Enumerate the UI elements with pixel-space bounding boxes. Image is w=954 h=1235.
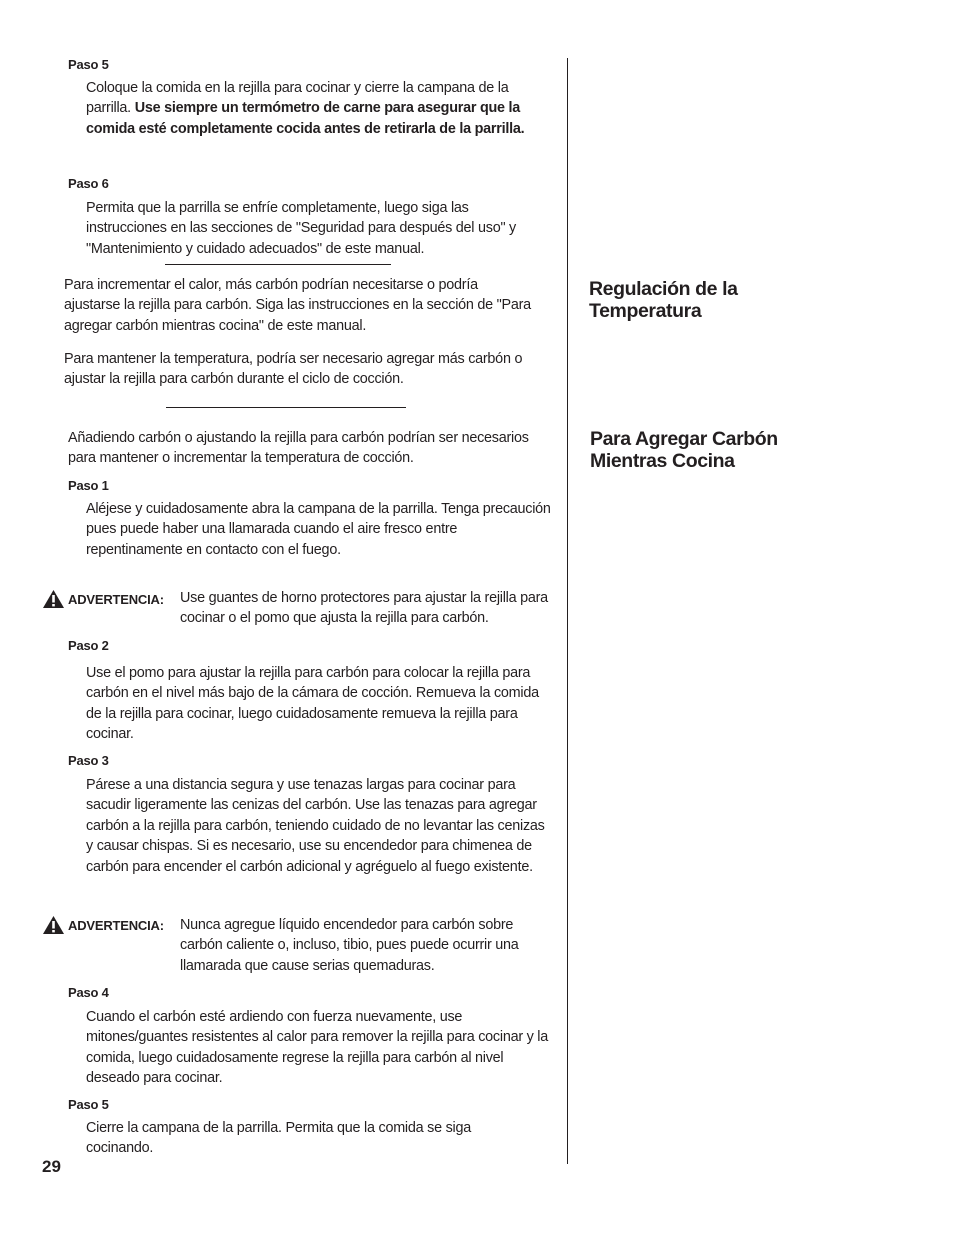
warning-text-1: Use guantes de horno protectores para ajustar la rejilla para cocinar o el pomo que ajusta la rejilla para carbón. [180,590,548,627]
page-number: 29 [42,1157,61,1176]
column-divider [567,58,568,1164]
step-label-5b: Paso 5 [68,1097,109,1112]
step-label-4: Paso 4 [68,985,109,1000]
step-label-6: Paso 6 [68,176,109,191]
step-label-5a: Paso 5 [68,57,109,72]
step-text-5b: Cierre la campana de la parrilla. Permita que la comida se siga cocinando. [86,1120,471,1157]
step-text-5a-bold: Use siempre un termómetro de carne para asegurar que la comida esté completamente cocida antes de retirarla de la parrilla. [86,100,525,137]
step-label-3: Paso 3 [68,753,109,768]
step-label-1: Paso 1 [68,478,109,493]
section-divider [166,407,406,408]
warning-label-1 [42,589,164,609]
step-text-3: Párese a una distancia segura y use tenazas largas para cocinar para sacudir ligeramente las cenizas del carbón. Use las tenazas para agregar carbón a la rejilla para carbón, teniendo cuidado de no levantar las cenizas y causar chispas. Si es necesario, use su encendedor para chimenea de carbón para encender el carbón adicional y agréguelo al fuego existente. [86,777,545,875]
carbon-intro-paragraph: Añadiendo carbón o ajustando la rejilla para carbón podrían ser necesarios para mantener o incrementar la temperatura de cocción. [68,430,529,467]
section-divider [165,264,391,265]
warning-label-text: ADVERTENCIA: [68,917,164,933]
sidebar-title-temperature: Regulación de la Temperatura [589,278,738,322]
step-text-4: Cuando el carbón esté ardiendo con fuerza nuevamente, use mitones/guantes resistentes al calor para remover la rejilla para cocinar y la comida, luego cuidadosamente regrese la rejilla para carbón al nivel deseado para cocinar. [86,1009,549,1087]
step-text-5a [86,78,546,139]
step-text-6: Permita que la parrilla se enfríe completamente, luego siga las instrucciones en las secciones de "Seguridad para después del uso" y "Mantenimiento y cuidado adecuados" de este manual. [86,200,517,257]
warning-triangle-icon [42,589,65,609]
warning-label-2 [42,915,164,935]
temperature-paragraph-2: Para mantener la temperatura, podría ser necesario agregar más carbón o ajustar la rejilla para carbón durante el ciclo de cocción. [64,351,523,388]
step-text-5a-plain: Coloque la comida en la rejilla para cocinar y cierre la campana de la parrilla. [86,80,509,117]
step-label-2: Paso 2 [68,638,109,653]
warning-label-text: ADVERTENCIA: [68,591,164,607]
warning-text-2: Nunca agregue líquido encendedor para carbón sobre carbón caliente o, incluso, tibio, pues puede ocurrir una llamarada que cause serias quemaduras. [180,917,519,974]
warning-triangle-icon [42,915,65,935]
step-text-1: Aléjese y cuidadosamente abra la campana de la parrilla. Tenga precaución pues puede haber una llamarada cuando el aire fresco entre repentinamente en contacto con el fuego. [86,501,551,558]
sidebar-title-add-charcoal: Para Agregar Carbón Mientras Cocina [590,428,778,472]
temperature-paragraph-1: Para incrementar el calor, más carbón podrían necesitarse o podría ajustarse la rejilla para carbón. Siga las instrucciones en la sección de "Para agregar carbón mientras cocina" de este manual. [64,277,531,334]
step-text-2: Use el pomo para ajustar la rejilla para carbón para colocar la rejilla para carbón en el nivel más bajo de la cámara de cocción. Remueva la comida de la rejilla para cocinar, luego cuidadosamente remueva la rejilla para cocinar. [86,665,539,743]
